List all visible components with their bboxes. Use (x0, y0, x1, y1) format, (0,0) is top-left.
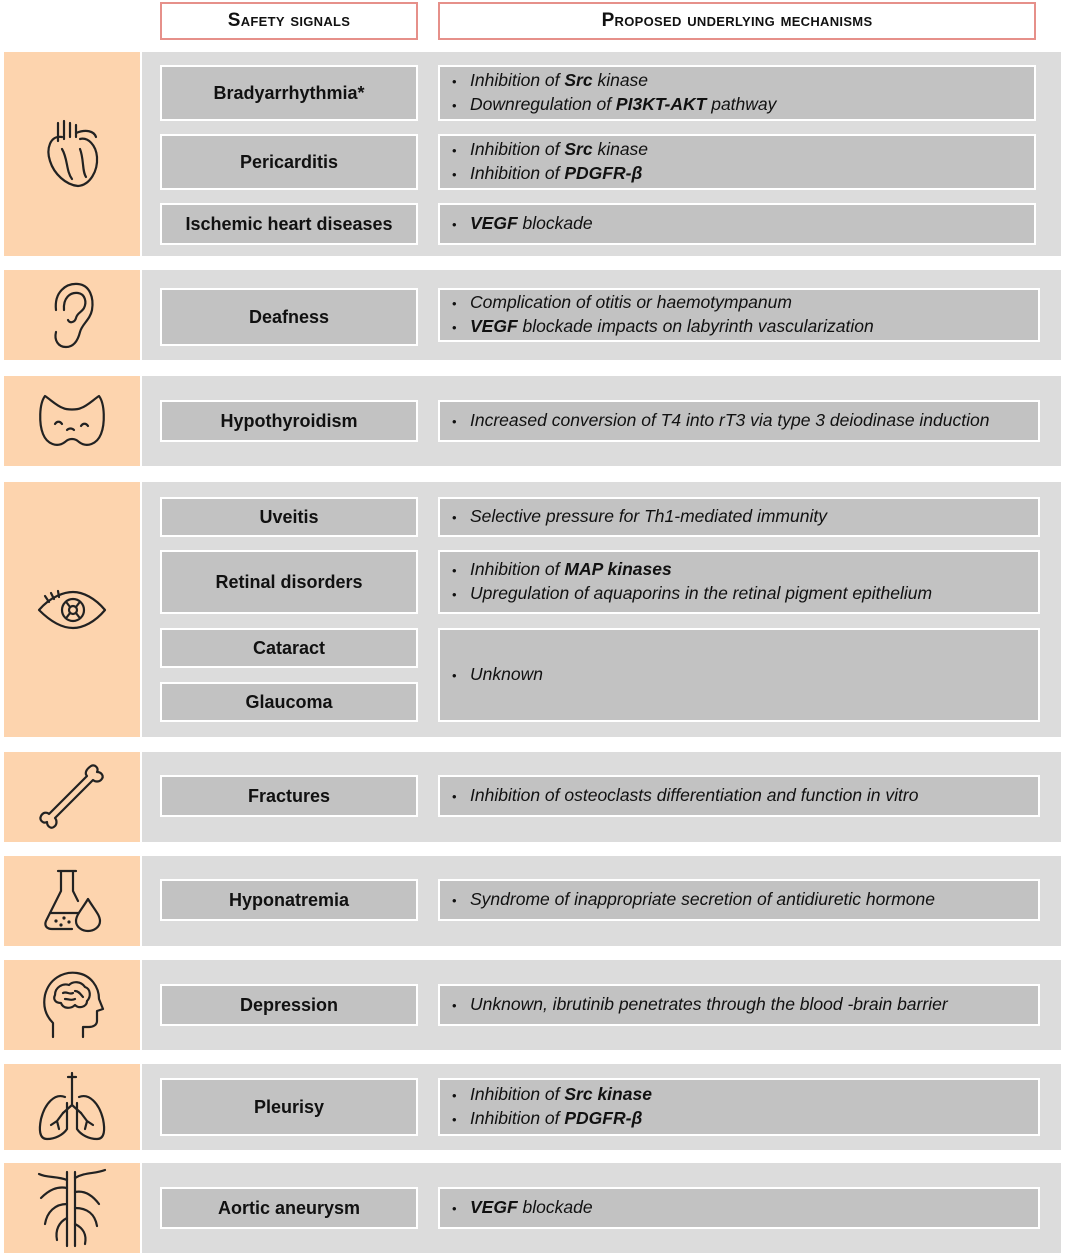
signal-label: Depression (239, 994, 339, 1015)
mechanism-item: • Inhibition of MAP kinases (452, 558, 1038, 582)
mechanism-item: • Inhibition of Src kinase (452, 1083, 1038, 1107)
signal-box (160, 497, 418, 537)
signal-box (160, 682, 418, 722)
signal-label: Fractures (247, 785, 331, 806)
thyroid-icon-cell (4, 376, 140, 466)
eye-icon-cell (4, 482, 140, 737)
signal-box (160, 879, 418, 921)
mechanism-item: • Increased conversion of T4 into rT3 via type 3 deiodinase induction (452, 409, 1038, 433)
mechanism-item: • Downregulation of PI3KT-AKT pathway (452, 93, 1034, 117)
ear-icon-cell (4, 270, 140, 360)
lungs-icon (37, 1071, 107, 1143)
bone-icon (37, 762, 107, 832)
ear-icon (48, 280, 96, 350)
mechanism-item: • Selective pressure for Th1-mediated immunity (452, 505, 1038, 529)
mechanism-item: • VEGF blockade (452, 1196, 1038, 1220)
mechanism-item: • Inhibition of PDGFR-β (452, 162, 1034, 186)
mechanism-item: • VEGF blockade impacts on labyrinth vascularization (452, 315, 1038, 339)
mechanism-box (438, 879, 1040, 921)
signal-box (160, 134, 418, 190)
brain-icon-cell (4, 960, 140, 1050)
signal-box (160, 400, 418, 442)
signal-label: Hyponatremia (228, 889, 350, 910)
signal-box (160, 628, 418, 668)
mechanism-box (438, 628, 1040, 722)
mechanism-item: • Inhibition of osteoclasts differentiation and function in vitro (452, 784, 1038, 808)
mechanism-item: • Upregulation of aquaporins in the retinal pigment epithelium (452, 582, 1038, 606)
signal-label: Cataract (252, 637, 326, 658)
signal-label: Glaucoma (245, 691, 333, 712)
brain-head-icon (41, 969, 103, 1041)
mechanism-item: • Inhibition of Src kinase (452, 69, 1034, 93)
signal-label: Pericarditis (239, 151, 339, 172)
mechanism-item: • Inhibition of Src kinase (452, 138, 1034, 162)
safety-signals-header: Safety signals (160, 2, 418, 40)
heart-icon (42, 119, 102, 189)
signal-label: Pleurisy (253, 1096, 325, 1117)
mechanism-box (438, 65, 1036, 121)
signal-label: Bradyarrhythmia* (213, 82, 365, 103)
mechanism-box (438, 203, 1036, 245)
mechanism-item: • VEGF blockade (452, 212, 1034, 236)
flask-drop-icon (42, 869, 102, 933)
bone-icon-cell (4, 752, 140, 842)
mechanism-box (438, 134, 1036, 190)
mechanism-box (438, 288, 1040, 342)
mechanism-box (438, 1187, 1040, 1229)
mechanisms-header: Proposed underlying mechanisms (438, 2, 1036, 40)
signal-label: Hypothyroidism (220, 410, 358, 431)
mechanism-item: • Complication of otitis or haemotympanum (452, 291, 1038, 315)
mechanism-box (438, 400, 1040, 442)
mechanism-item: • Unknown (452, 663, 1038, 687)
signal-box (160, 1187, 418, 1229)
mechanism-box (438, 1078, 1040, 1136)
mechanism-item: • Unknown, ibrutinib penetrates through the blood -brain barrier (452, 993, 1038, 1017)
signal-label: Deafness (248, 306, 330, 327)
signal-box (160, 65, 418, 121)
mechanism-box (438, 984, 1040, 1026)
signal-label: Aortic aneurysm (217, 1197, 361, 1218)
cardiac-icon-cell (4, 52, 140, 256)
aorta-icon-cell (4, 1163, 140, 1253)
sodium-icon-cell (4, 856, 140, 946)
mechanism-box (438, 550, 1040, 614)
signal-box (160, 775, 418, 817)
signal-box (160, 984, 418, 1026)
signal-label: Uveitis (259, 506, 319, 527)
mechanism-item: • Syndrome of inappropriate secretion of antidiuretic hormone (452, 888, 1038, 912)
eye-icon (37, 590, 107, 630)
signal-box (160, 288, 418, 346)
aorta-icon (35, 1168, 109, 1248)
thyroid-icon (37, 390, 107, 452)
mechanism-box (438, 497, 1040, 537)
mechanism-box (438, 775, 1040, 817)
signal-box (160, 1078, 418, 1136)
signal-label: Retinal disorders (215, 571, 363, 592)
signal-box (160, 550, 418, 614)
lung-icon-cell (4, 1064, 140, 1150)
signal-box (160, 203, 418, 245)
signal-label: Ischemic heart diseases (185, 213, 393, 234)
mechanism-item: • Inhibition of PDGFR-β (452, 1107, 1038, 1131)
